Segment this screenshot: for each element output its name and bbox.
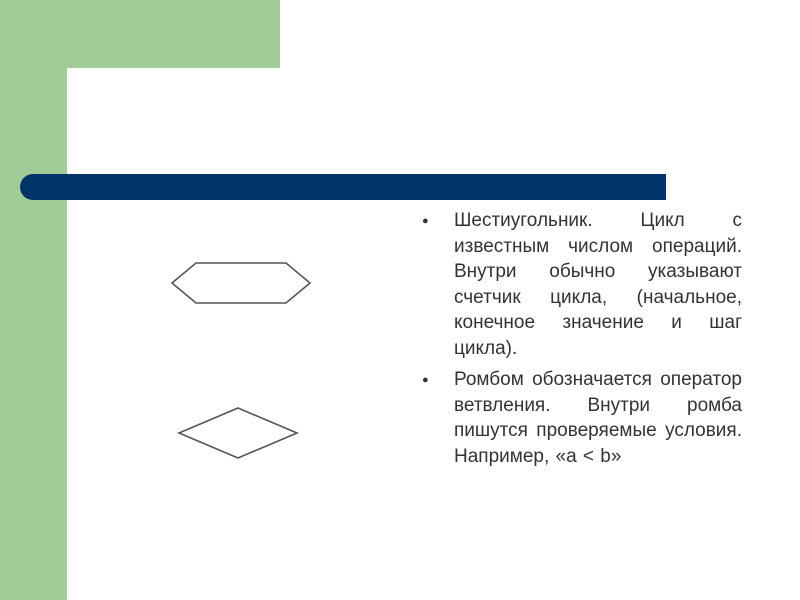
diamond-shape bbox=[176, 405, 300, 461]
diamond-outline bbox=[179, 408, 297, 458]
bullet-item-diamond bbox=[422, 367, 742, 469]
title-bar bbox=[20, 174, 666, 200]
bullet-marker: ● bbox=[422, 374, 429, 386]
green-left-accent bbox=[0, 0, 67, 600]
bullet-list bbox=[422, 208, 742, 475]
bullet-item-hexagon bbox=[422, 208, 742, 361]
bullet-marker: ● bbox=[422, 215, 429, 227]
white-content-corner bbox=[67, 68, 187, 188]
bullet-text-diamond: Ромбом обозначается оператор ветвления. Внутри ромба пишутся проверяемые условия. Например, «a < b» bbox=[454, 369, 742, 467]
bullet-text-hexagon: Шестиугольник. Цикл с известным числом операций. Внутри обычно указывают счетчик цикла, (начальное, конечное значение и шаг цикла). bbox=[454, 210, 742, 359]
hexagon-outline bbox=[172, 263, 310, 303]
hexagon-shape bbox=[168, 260, 314, 306]
